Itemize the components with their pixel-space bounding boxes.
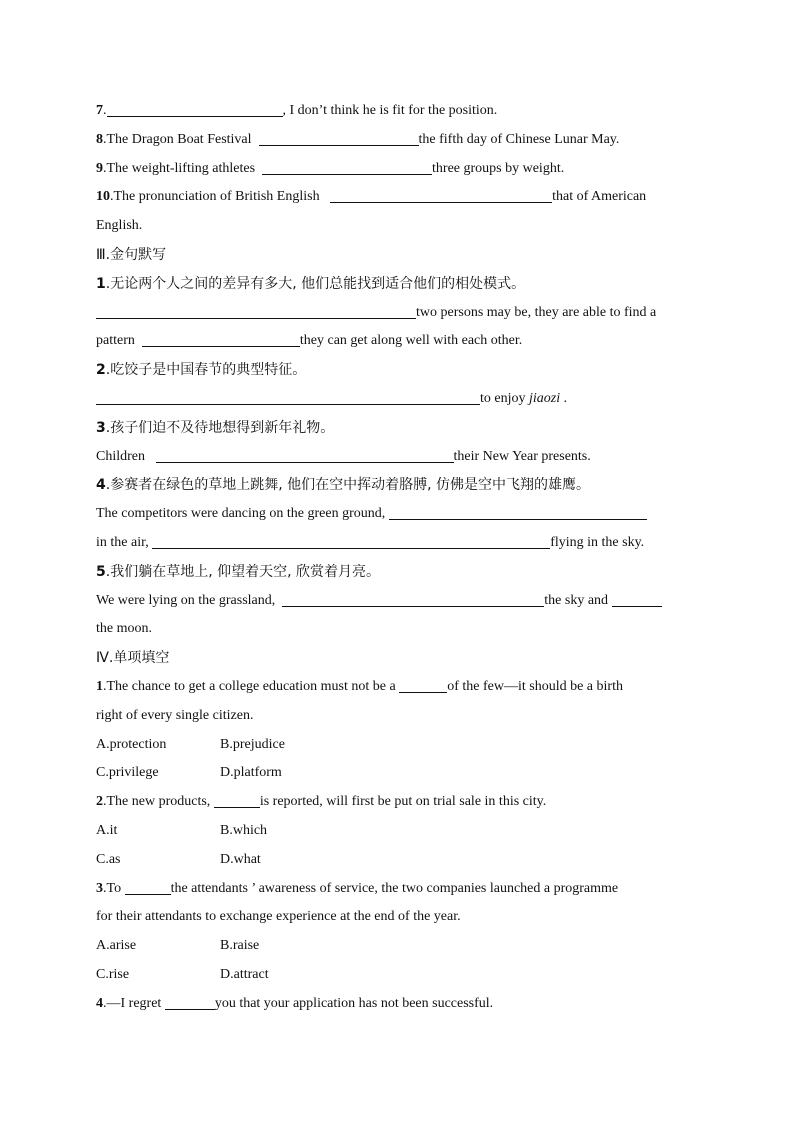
section-heading-3: Ⅲ.金句默写 [96, 246, 167, 263]
option-a[interactable]: A.arise [96, 938, 137, 954]
answer-blank[interactable] [125, 876, 171, 895]
option-d[interactable]: D.what [220, 851, 261, 867]
option-c[interactable]: C.rise [96, 966, 130, 982]
sentence-text: pattern [96, 333, 135, 349]
sentence-text: they can get along well with each other. [299, 333, 523, 349]
answer-blank[interactable] [389, 501, 647, 520]
sentence-2-english [96, 385, 706, 414]
question-text: .The new products, [103, 794, 211, 810]
option-b[interactable]: B.prejudice [220, 736, 285, 752]
question-number: 9 [96, 160, 103, 176]
sentence-text: to enjoy [480, 390, 529, 406]
sentence-text: . [560, 390, 568, 406]
sentence-4-english [96, 500, 706, 529]
sentence-text: Children [96, 448, 145, 464]
sentence-4-english-2 [96, 529, 706, 558]
question-9 [96, 155, 706, 184]
chinese-prompt: .参赛者在绿色的草地上跳舞, 他们在空中挥动着胳膊, 仿佛是空中飞翔的雄鹰。 [105, 477, 590, 494]
question-text: you that your application has not been successful. [214, 995, 494, 1011]
chinese-prompt: .无论两个人之间的差异有多大, 他们总能找到适合他们的相处模式。 [105, 275, 526, 292]
question-10-continued [96, 212, 706, 241]
section-heading-4: Ⅳ.单项填空 [96, 650, 170, 667]
answer-blank[interactable] [142, 328, 300, 347]
question-text: .The pronunciation of British English [110, 189, 320, 205]
sentence-text: their New Year presents. [453, 448, 591, 464]
sentence-text: flying in the sky. [550, 534, 645, 550]
sentence-5-english [96, 587, 706, 616]
sentence-text: two persons may be, they are able to find a [416, 304, 657, 320]
question-8 [96, 126, 706, 155]
options-row [96, 846, 706, 875]
question-number: 2 [96, 794, 103, 810]
option-b[interactable]: B.raise [220, 938, 260, 954]
options-row [96, 932, 706, 961]
chinese-prompt: .我们躺在草地上, 仰望着天空, 欣赏着月亮。 [105, 563, 380, 580]
answer-blank[interactable] [214, 789, 260, 808]
question-text: of the few—it should be a birth [447, 678, 623, 694]
question-text: .The Dragon Boat Festival [103, 131, 252, 147]
answer-blank[interactable] [399, 674, 447, 693]
choice-question-1 [96, 673, 706, 702]
question-text: .To [103, 880, 122, 896]
question-text: English. [96, 218, 143, 234]
sentence-5-chinese [96, 558, 706, 587]
question-text: the attendants ’ awareness of service, the two companies launched a programme [170, 880, 619, 896]
question-text: three groups by weight. [432, 160, 565, 176]
sentence-5-english-2 [96, 615, 706, 644]
question-text: right of every single citizen. [96, 707, 254, 723]
question-text: for their attendants to exchange experience at the end of the year. [96, 909, 461, 925]
answer-blank[interactable] [262, 156, 432, 175]
question-number: 7 [96, 103, 103, 118]
sentence-3-english [96, 443, 706, 472]
options-row [96, 759, 706, 788]
option-c[interactable]: C.privilege [96, 765, 159, 781]
sentence-text: in the air, [96, 534, 149, 550]
answer-blank[interactable] [259, 127, 419, 146]
question-number: 2 [96, 362, 106, 379]
answer-blank[interactable] [96, 300, 416, 319]
answer-blank[interactable] [282, 588, 544, 607]
worksheet-page [96, 97, 706, 1019]
sentence-1-chinese [96, 270, 706, 299]
options-row [96, 817, 706, 846]
choice-question-2 [96, 788, 706, 817]
question-text: is reported, will first be put on trial sale in this city. [259, 794, 547, 810]
answer-blank[interactable] [152, 530, 550, 549]
answer-blank[interactable] [612, 588, 662, 607]
sentence-text: We were lying on the grassland, [96, 592, 276, 608]
choice-question-3 [96, 875, 706, 904]
answer-blank[interactable] [330, 184, 552, 203]
sentence-3-chinese [96, 414, 706, 443]
option-c[interactable]: C.as [96, 851, 121, 867]
option-b[interactable]: B.which [220, 822, 268, 838]
question-number: 10 [96, 189, 110, 205]
options-row [96, 961, 706, 990]
question-number: 5 [96, 563, 106, 580]
chinese-prompt: .孩子们迫不及待地想得到新年礼物。 [105, 419, 335, 436]
answer-blank[interactable] [156, 444, 454, 463]
question-text: .The chance to get a college education must not be a [103, 678, 396, 694]
question-number: 8 [96, 131, 103, 147]
question-7 [96, 97, 706, 126]
options-row [96, 731, 706, 760]
option-a[interactable]: A.protection [96, 736, 167, 752]
answer-blank[interactable] [165, 991, 215, 1010]
option-a[interactable]: A.it [96, 822, 118, 838]
question-text: .—I regret [103, 995, 162, 1011]
sentence-1-english [96, 299, 706, 328]
sentence-1-english-2 [96, 327, 706, 356]
choice-question-1-continued [96, 702, 706, 731]
sentence-4-chinese [96, 471, 706, 500]
question-number: 1 [96, 678, 103, 694]
sentence-2-chinese [96, 356, 706, 385]
choice-question-3-continued [96, 903, 706, 932]
sentence-text: The competitors were dancing on the green ground, [96, 506, 386, 522]
question-text: the fifth day of Chinese Lunar May. [418, 131, 620, 147]
question-number: 4 [96, 995, 103, 1011]
answer-blank[interactable] [107, 98, 283, 117]
dot: . [103, 103, 107, 118]
answer-blank[interactable] [96, 386, 480, 405]
chinese-prompt: .吃饺子是中国春节的典型特征。 [105, 362, 307, 379]
option-d[interactable]: D.attract [220, 966, 269, 982]
question-text: , I don’t think he is fit for the position. [282, 103, 498, 118]
question-number: 3 [96, 880, 103, 896]
question-10 [96, 183, 706, 212]
question-number: 1 [96, 275, 106, 292]
sentence-text: the moon. [96, 621, 152, 637]
question-number: 3 [96, 419, 106, 436]
question-number: 4 [96, 477, 106, 494]
option-d[interactable]: D.platform [220, 765, 282, 781]
italic-word: jiaozi [529, 390, 561, 406]
choice-question-4 [96, 990, 706, 1019]
sentence-text: the sky and [544, 592, 609, 608]
question-text: that of American [552, 189, 647, 205]
question-text: .The weight-lifting athletes [103, 160, 256, 176]
